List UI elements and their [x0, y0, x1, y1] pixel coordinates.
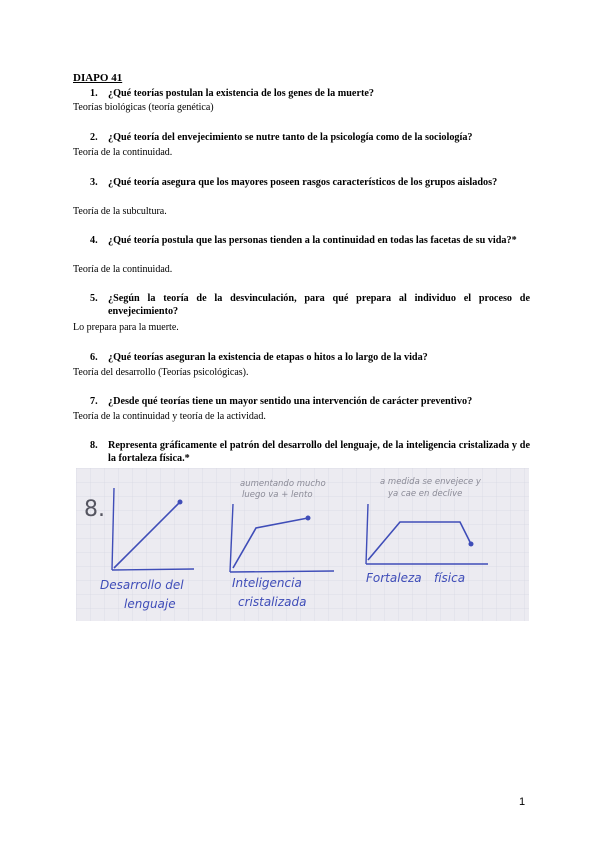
question-8	[90, 439, 530, 465]
graph-language-label-1: Desarrollo del	[100, 578, 184, 592]
sketch-number: 8.	[84, 497, 105, 522]
answer-3: Teoría de la subcultura.	[73, 206, 167, 217]
graph-intelligence-note-2: luego va + lento	[242, 490, 313, 500]
question-text: ¿Qué teoría asegura que los mayores poseen rasgos característicos de los grupos aislados?	[108, 177, 498, 188]
page-number: 1	[519, 796, 526, 808]
answer-5: Lo prepara para la muerte.	[73, 322, 179, 333]
graph-strength-label-1: Fortaleza	[366, 571, 422, 585]
graph-intelligence-note-1: aumentando mucho	[240, 479, 326, 489]
answer-1: Teorías biológicas (teoría genética)	[73, 102, 214, 113]
question-number: 1.	[90, 88, 98, 99]
graph-strength-note-1: a medida se envejece y	[380, 477, 481, 487]
question-6	[90, 351, 530, 364]
question-5	[90, 292, 530, 318]
question-text: ¿Qué teoría del envejecimiento se nutre tanto de la psicología como de la sociología?	[108, 132, 473, 143]
question-text: ¿Qué teorías postulan la existencia de los genes de la muerte?	[108, 88, 374, 99]
answer-7: Teoría de la continuidad y teoría de la actividad.	[73, 411, 266, 422]
question-number: 4.	[90, 235, 98, 246]
graph-intelligence-label-2: cristalizada	[238, 595, 307, 609]
question-7	[90, 395, 530, 408]
question-text: ¿Qué teorías aseguran la existencia de etapas o hitos a lo largo de la vida?	[108, 352, 428, 363]
question-2	[90, 131, 530, 144]
question-number: 5.	[90, 293, 98, 304]
answer-2: Teoría de la continuidad.	[73, 147, 173, 158]
graph-strength-note-2: ya cae en declive	[388, 489, 463, 499]
question-number: 3.	[90, 177, 98, 188]
sketch-canvas	[76, 468, 529, 621]
question-3	[90, 176, 530, 189]
graph-language-endpoint	[178, 500, 183, 505]
question-4	[90, 234, 530, 247]
question-text: ¿Desde qué teorías tiene un mayor sentido una intervención de carácter preventivo?	[108, 396, 473, 407]
answer-6: Teoría del desarrollo (Teorías psicológicas).	[73, 367, 249, 378]
question-number: 2.	[90, 132, 98, 143]
question-1	[90, 87, 530, 100]
handwritten-graphs-photo	[76, 468, 529, 621]
graph-intelligence-x-axis	[230, 571, 334, 572]
graph-strength-endpoint	[469, 542, 474, 547]
question-number: 8.	[90, 440, 98, 451]
question-text: ¿Qué teoría postula que las personas tienden a la continuidad en todas las facetas de su vida?*	[108, 235, 517, 246]
graph-intelligence-endpoint	[306, 516, 311, 521]
slide-heading: DIAPO 41	[73, 72, 123, 84]
question-text: Representa gráficamente el patrón del desarrollo del lenguaje, de la inteligencia cristalizada y de la fortaleza física.*	[108, 440, 530, 464]
graph-strength-label-2: física	[434, 571, 466, 585]
graph-language-x-axis	[112, 569, 194, 570]
answer-4: Teoría de la continuidad.	[73, 264, 173, 275]
graph-intelligence-label-1: Inteligencia	[232, 576, 302, 590]
graph-language-label-2: lenguaje	[124, 597, 176, 611]
question-number: 7.	[90, 396, 98, 407]
question-number: 6.	[90, 352, 98, 363]
question-text: ¿Según la teoría de la desvinculación, para qué prepara al individuo el proceso de envejecimiento?	[108, 293, 530, 317]
